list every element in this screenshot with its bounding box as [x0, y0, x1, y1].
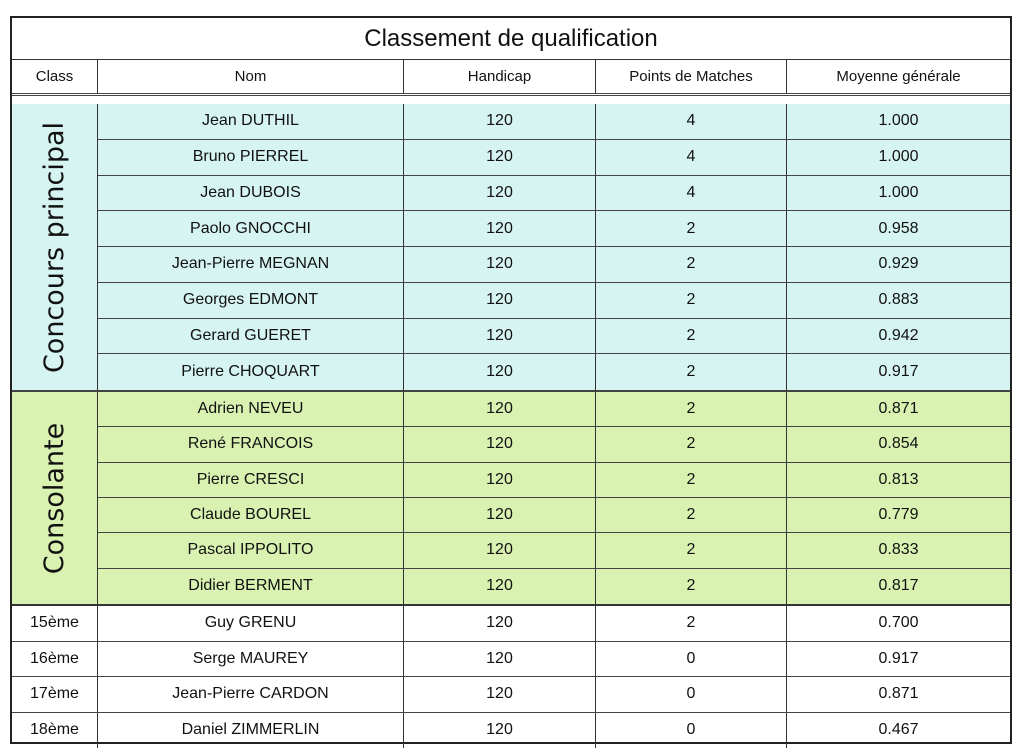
- cell-moyenne: 0.467: [878, 721, 919, 739]
- table-row: [98, 211, 1010, 247]
- table-row: [98, 463, 1010, 498]
- table-row: [98, 176, 1010, 212]
- cell-points: 2: [596, 606, 787, 641]
- cell-handicap: 120: [404, 642, 596, 677]
- header-points: Points de Matches: [596, 60, 787, 93]
- header-row: [12, 60, 1010, 96]
- cell-handicap: 120: [404, 283, 596, 318]
- table-row: [98, 140, 1010, 176]
- cell-handicap: 120: [404, 427, 596, 461]
- cell-moyenne: 1.000: [878, 112, 919, 130]
- cell-nom: Didier BERMENT: [98, 569, 404, 604]
- table-row: [12, 677, 1010, 713]
- cell-moyenne: 1.000: [878, 183, 919, 201]
- principal-rows: [98, 104, 1010, 390]
- cell-nom: Georges EDMONT: [98, 283, 404, 318]
- group-label-principal-text: Concours principal: [39, 121, 71, 373]
- cell-points: 0: [596, 642, 787, 677]
- cell-moyenne: 1.000: [878, 148, 919, 166]
- cell-points: 2: [596, 247, 787, 282]
- cell-handicap: 120: [404, 498, 596, 532]
- group-label-principal: [12, 104, 98, 390]
- cell-nom: Guy GRENU: [98, 606, 404, 641]
- header-nom: Nom: [98, 60, 404, 93]
- cell-nom: Jean-Pierre MEGNAN: [98, 247, 404, 282]
- cell-handicap: 120: [404, 354, 596, 390]
- table-row: [98, 498, 1010, 533]
- cell-handicap: 120: [404, 104, 596, 139]
- table-row: [98, 319, 1010, 355]
- cell-moyenne: 0.929: [878, 255, 919, 273]
- qualification-table: [10, 16, 1012, 744]
- cell-class: 16ème: [12, 642, 98, 677]
- table-row: [98, 533, 1010, 568]
- cell-moyenne: 0.817: [878, 577, 919, 595]
- cell-moyenne: 0.942: [878, 326, 919, 344]
- cell-moyenne: 0.779: [878, 506, 919, 524]
- cell-points: 4: [596, 104, 787, 139]
- cell-nom: Claude BOUREL: [98, 498, 404, 532]
- cell-points: 2: [596, 319, 787, 354]
- cell-handicap: 120: [404, 569, 596, 604]
- cell-handicap: 120: [404, 533, 596, 567]
- cell-handicap: 120: [404, 319, 596, 354]
- cell-nom: René FRANCOIS: [98, 427, 404, 461]
- cell-handicap: 120: [404, 677, 596, 712]
- cell-moyenne: 0.833: [878, 541, 919, 559]
- cell-moyenne: 0.871: [878, 400, 919, 418]
- cell-nom: Pierre CHOQUART: [98, 354, 404, 390]
- cell-nom: Jean DUTHIL: [98, 104, 404, 139]
- header-moyenne: Moyenne générale: [836, 68, 961, 85]
- cell-moyenne: 0.813: [878, 470, 919, 488]
- table-row: [98, 569, 1010, 604]
- cell-points: 2: [596, 211, 787, 246]
- cell-class: 18ème: [12, 713, 98, 749]
- cell-handicap: 120: [404, 211, 596, 246]
- cell-nom: Paolo GNOCCHI: [98, 211, 404, 246]
- group-label-consolante-text: Consolante: [39, 422, 70, 574]
- cell-moyenne: 0.917: [878, 363, 919, 381]
- cell-points: 2: [596, 392, 787, 426]
- cell-handicap: 120: [404, 713, 596, 749]
- table-row: [98, 427, 1010, 462]
- table-title: Classement de qualification: [12, 18, 1010, 60]
- cell-handicap: 120: [404, 140, 596, 175]
- cell-class: 15ème: [12, 606, 98, 641]
- cell-moyenne: 0.700: [878, 614, 919, 632]
- cell-points: 0: [596, 677, 787, 712]
- header-handicap: Handicap: [404, 60, 596, 93]
- cell-handicap: 120: [404, 392, 596, 426]
- cell-points: 2: [596, 283, 787, 318]
- cell-points: 2: [596, 427, 787, 461]
- cell-points: 4: [596, 176, 787, 211]
- cell-moyenne: 0.958: [878, 219, 919, 237]
- cell-nom: Gerard GUERET: [98, 319, 404, 354]
- group-concours-principal: [12, 104, 1010, 390]
- cell-handicap: 120: [404, 247, 596, 282]
- cell-nom: Pierre CRESCI: [98, 463, 404, 497]
- table-row: [98, 104, 1010, 140]
- cell-points: 2: [596, 463, 787, 497]
- cell-handicap: 120: [404, 606, 596, 641]
- cell-points: 2: [596, 533, 787, 567]
- table-row: [98, 283, 1010, 319]
- cell-nom: Adrien NEVEU: [98, 392, 404, 426]
- cell-points: 4: [596, 140, 787, 175]
- group-consolante: [12, 390, 1010, 604]
- cell-nom: Serge MAUREY: [98, 642, 404, 677]
- consolante-rows: [98, 392, 1010, 604]
- group-label-consolante: [12, 392, 98, 604]
- header-class: Class: [12, 60, 98, 93]
- other-rows: [12, 604, 1010, 748]
- table-row: [12, 642, 1010, 678]
- cell-moyenne: 0.854: [878, 435, 919, 453]
- cell-points: 2: [596, 498, 787, 532]
- table-row: [12, 713, 1010, 749]
- cell-points: 0: [596, 713, 787, 749]
- cell-nom: Bruno PIERREL: [98, 140, 404, 175]
- table-row: [98, 247, 1010, 283]
- cell-nom: Daniel ZIMMERLIN: [98, 713, 404, 749]
- cell-points: 2: [596, 354, 787, 390]
- cell-nom: Jean-Pierre CARDON: [98, 677, 404, 712]
- cell-class: 17ème: [12, 677, 98, 712]
- table-row: [12, 606, 1010, 642]
- table-row: [98, 392, 1010, 427]
- cell-moyenne: 0.883: [878, 291, 919, 309]
- table-row: [98, 354, 1010, 390]
- cell-moyenne: 0.871: [878, 685, 919, 703]
- cell-nom: Jean DUBOIS: [98, 176, 404, 211]
- cell-handicap: 120: [404, 176, 596, 211]
- cell-handicap: 120: [404, 463, 596, 497]
- cell-points: 2: [596, 569, 787, 604]
- cell-nom: Pascal IPPOLITO: [98, 533, 404, 567]
- cell-moyenne: 0.917: [878, 649, 919, 667]
